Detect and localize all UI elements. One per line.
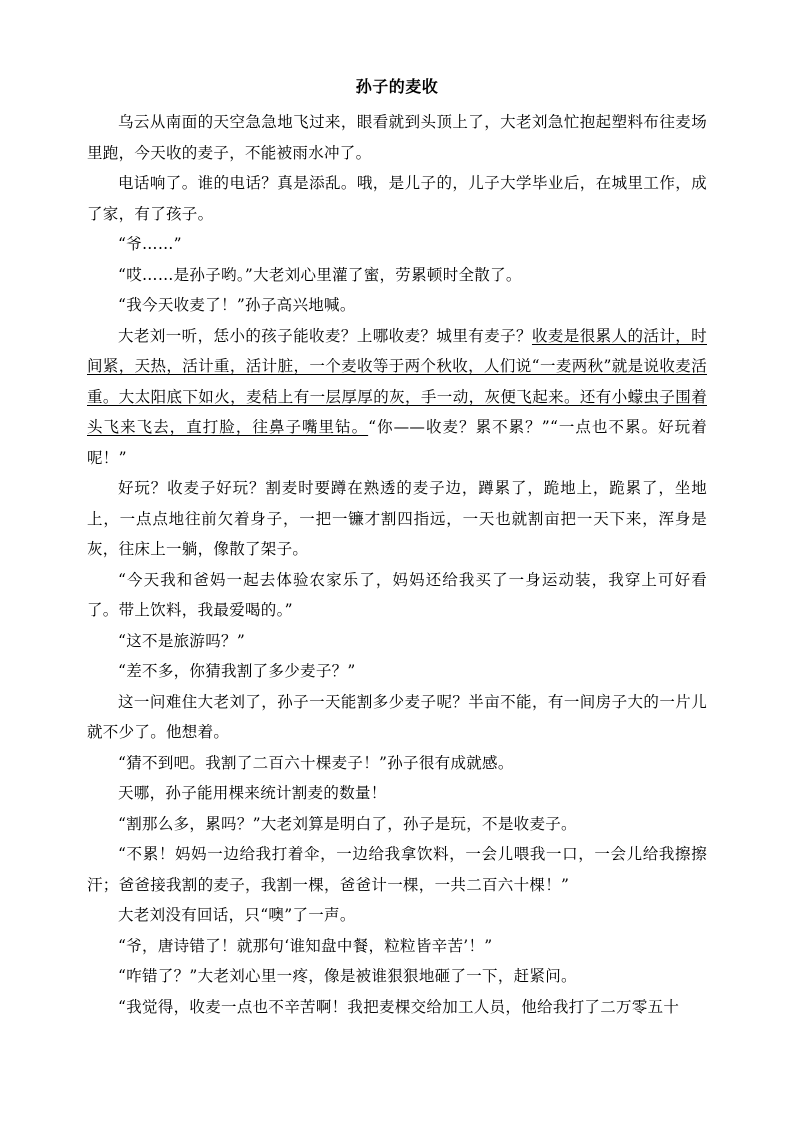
- paragraph-2: 电话响了。谁的电话？真是添乱。哦，是儿子的，儿子大学毕业后，在城里工作，成了家，有了孩子。: [87, 174, 707, 223]
- paragraph-11: 这一问难住大老刘了，孙子一天能割多少麦子呢？半亩不能，有一间房子大的一片儿就不少了。他想着。: [87, 692, 707, 741]
- paragraph-3: “爷……”: [118, 235, 182, 253]
- underlined-passage: 收麦是很累人的活计，时间紧，天热，活计重，活计脏，一个麦收等于两个秋收，人们说“一麦两秋”就是说收麦活重。大太阳底下如火，麦秸上有一层厚厚的灰，手一动，灰便飞起来。还有小蠓虫子围着头飞来飞去，直打脸，往鼻子嘴里钻。: [87, 326, 707, 436]
- document-page: [87, 76, 707, 1022]
- paragraph-10: “差不多，你猜我割了多少麦子？”: [118, 662, 356, 680]
- paragraph-13: 天哪，孙子能用棵来统计割麦的数量！: [118, 784, 387, 802]
- paragraph-15: “不累！妈妈一边给我打着伞，一边给我拿饮料，一会儿喂我一口，一会儿给我擦擦汗；爸爸接我割的麦子，我割一棵，爸爸计一棵，一共二百六十棵！”: [87, 845, 707, 894]
- paragraph-19: “我觉得，收麦一点也不辛苦啊！我把麦棵交给加工人员，他给我打了二万零五十: [118, 997, 680, 1016]
- paragraph-8: “今天我和爸妈一起去体验农家乐了，妈妈还给我买了一身运动装，我穿上可好看了。带上饮料，我最爱喝的。”: [87, 570, 707, 619]
- paragraph-6: [87, 321, 707, 474]
- paragraph-4: “哎……是孙子哟。”大老刘心里灌了蜜，劳累顿时全散了。: [118, 265, 522, 284]
- paragraph-17: “爷，唐诗错了！就那句‘谁知盘中餐，粒粒皆辛苦’！”: [118, 936, 493, 955]
- paragraph-7: 好玩？收麦子好玩？割麦时要蹲在熟透的麦子边，蹲累了，跪地上，跪累了，坐地上，一点点地往前欠着身子，一把一镰才割四指远，一天也就割亩把一天下来，浑身是灰，往床上一躺，像散了架子。: [87, 479, 707, 558]
- paragraph-9: “这不是旅游吗？”: [118, 631, 246, 650]
- paragraph-5: “我今天收麦了！”孙子高兴地喊。: [118, 296, 356, 314]
- paragraph-14: “割那么多，累吗？”大老刘算是明白了，孙子是玩，不是收麦子。: [118, 814, 577, 833]
- paragraph-16: 大老刘没有回话，只“噢”了一声。: [118, 906, 356, 924]
- paragraph-1: 乌云从南面的天空急急地飞过来，眼看就到头顶上了，大老刘急忙抱起塑料布往麦场里跑，今天收的麦子，不能被雨水冲了。: [87, 113, 707, 162]
- paragraph-6-dialogue: “你——收麦？累不累？”“一点也不累。好玩着呢！”: [87, 418, 707, 467]
- paragraph-12: “猜不到吧。我割了二百六十棵麦子！”孙子很有成就感。: [118, 753, 514, 772]
- document-title: 孙子的麦收: [355, 77, 439, 96]
- paragraph-18: “咋错了？”大老刘心里一疼，像是被谁狠狠地砸了一下，赶紧问。: [118, 967, 577, 985]
- paragraph-6-intro: 大老刘一听，恁小的孩子能收麦？上哪收麦？城里有麦子？: [118, 326, 532, 345]
